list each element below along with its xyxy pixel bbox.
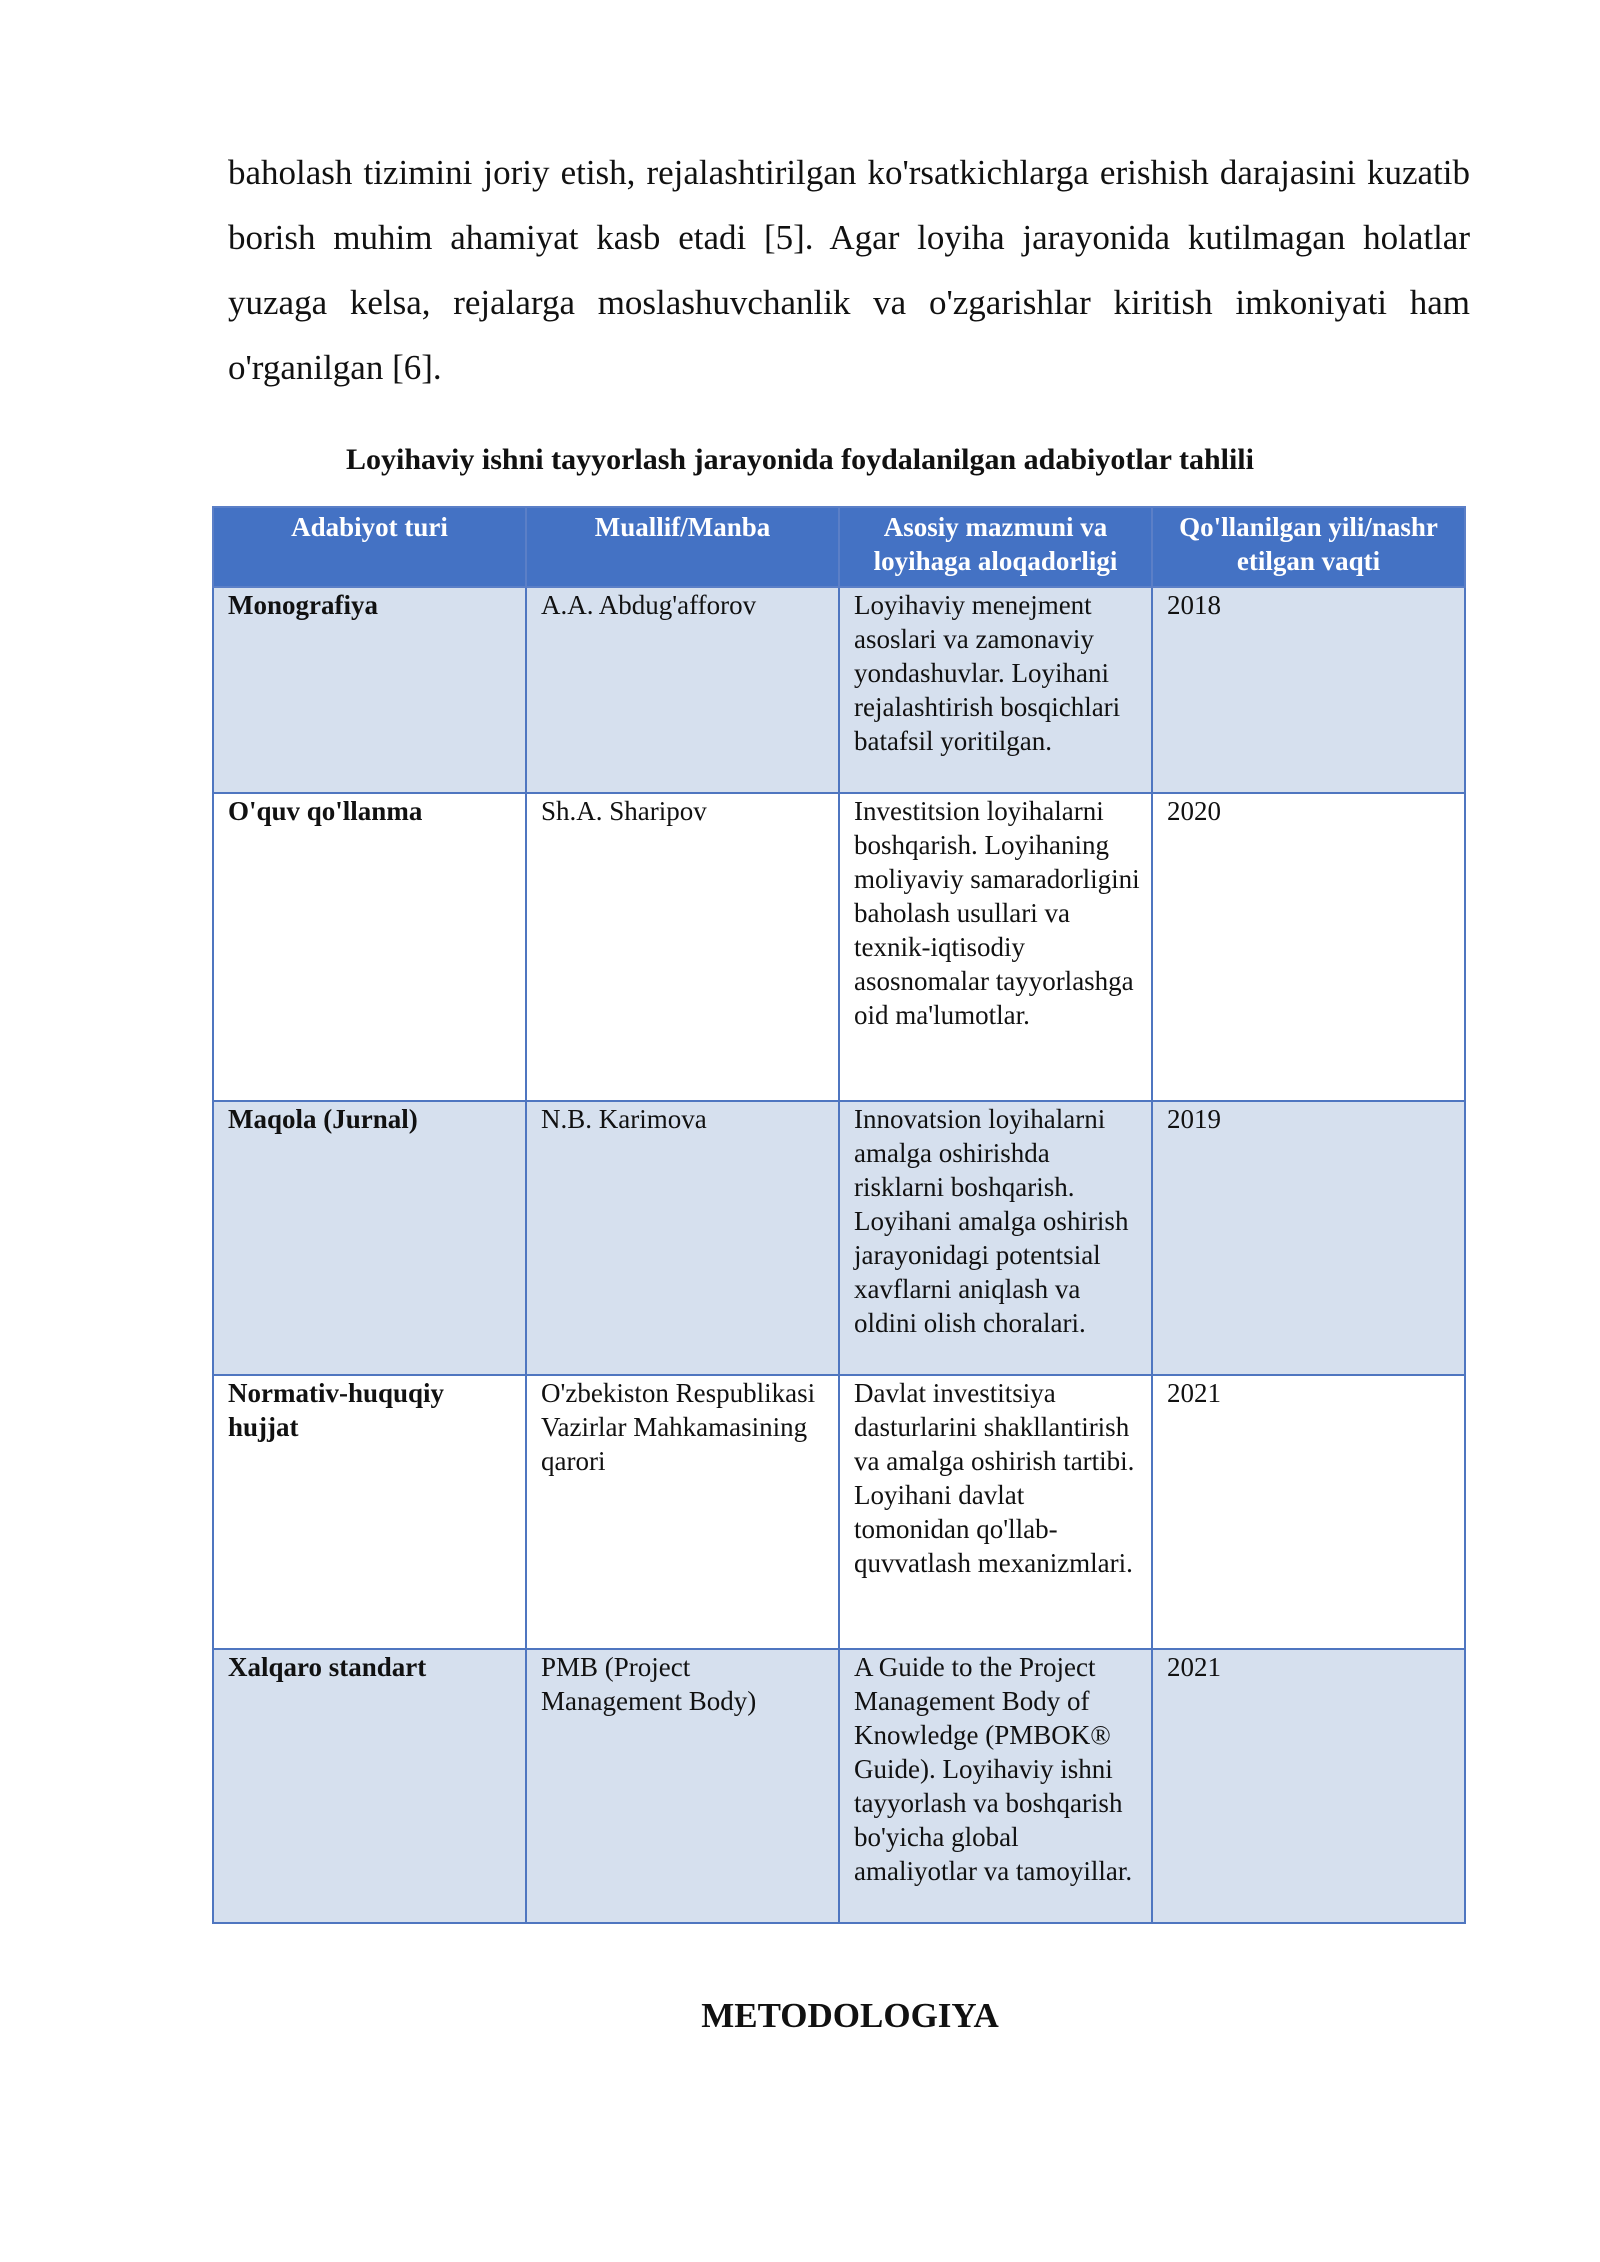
cell-content: Loyihaviy menejment asoslari va zamonaviy yondashuvlar. Loyihani rejalashtirish bosqichlari batafsil yoritilgan.: [839, 587, 1152, 793]
cell-year: 2019: [1152, 1101, 1465, 1375]
table-row: [213, 1649, 1465, 1923]
header-literature-type: Adabiyot turi: [213, 507, 526, 587]
header-author-source: Muallif/Manba: [526, 507, 839, 587]
cell-author: Sh.A. Sharipov: [526, 793, 839, 1101]
cell-type: Maqola (Jurnal): [213, 1101, 526, 1375]
cell-author: O'zbekiston Respublikasi Vazirlar Mahkamasining qarori: [526, 1375, 839, 1649]
cell-year: 2021: [1152, 1375, 1465, 1649]
cell-type: O'quv qo'llanma: [213, 793, 526, 1101]
cell-year: 2020: [1152, 793, 1465, 1101]
intro-paragraph: baholash tizimini joriy etish, rejalashtirilgan ko'rsatkichlarga erishish darajasini kuzatib borish muhim ahamiyat kasb etadi [5]. Agar loyiha jarayonida kutilmagan holatlar yuzaga kelsa, rejalarga moslashuvchanlik va o'zgarishlar kiritish imkoniyati ham o'rganilgan [6].: [228, 153, 1470, 387]
table-header-row: [213, 507, 1465, 587]
cell-author: A.A. Abdug'afforov: [526, 587, 839, 793]
cell-content: Investitsion loyihalarni boshqarish. Loyihaning moliyaviy samaradorligini baholash usullari va texnik-iqtisodiy asosnomalar tayyorlashga oid ma'lumotlar.: [839, 793, 1152, 1101]
header-main-content: Asosiy mazmuni va loyihaga aloqadorligi: [839, 507, 1152, 587]
table-row: [213, 793, 1465, 1101]
cell-author: PMB (Project Management Body): [526, 1649, 839, 1923]
cell-type: Xalqaro standart: [213, 1649, 526, 1923]
section-heading: METODOLOGIYA: [701, 1996, 999, 2035]
table-row: [213, 1101, 1465, 1375]
cell-content: Davlat investitsiya dasturlarini shakllantirish va amalga oshirish tartibi. Loyihani davlat tomonidan qo'llab-quvvatlash mexanizmlari.: [839, 1375, 1152, 1649]
cell-content: A Guide to the Project Management Body of Knowledge (PMBOK® Guide). Loyihaviy ishni tayyorlash va boshqarish bo'yicha global amaliyotlar va tamoyillar.: [839, 1649, 1152, 1923]
cell-type: Monografiya: [213, 587, 526, 793]
cell-type: Normativ-huquqiy hujjat: [213, 1375, 526, 1649]
table-title: Loyihaviy ishni tayyorlash jarayonida foydalanilgan adabiyotlar tahlili: [346, 443, 1254, 476]
cell-author: N.B. Karimova: [526, 1101, 839, 1375]
cell-year: 2021: [1152, 1649, 1465, 1923]
literature-table: [212, 506, 1466, 1924]
cell-content: Innovatsion loyihalarni amalga oshirishda risklarni boshqarish. Loyihani amalga oshirish jarayonidagi potentsial xavflarni aniqlash va oldini olish choralari.: [839, 1101, 1152, 1375]
cell-year: 2018: [1152, 587, 1465, 793]
table-row: [213, 587, 1465, 793]
header-year: Qo'llanilgan yili/nashr etilgan vaqti: [1152, 507, 1465, 587]
table-row: [213, 1375, 1465, 1649]
